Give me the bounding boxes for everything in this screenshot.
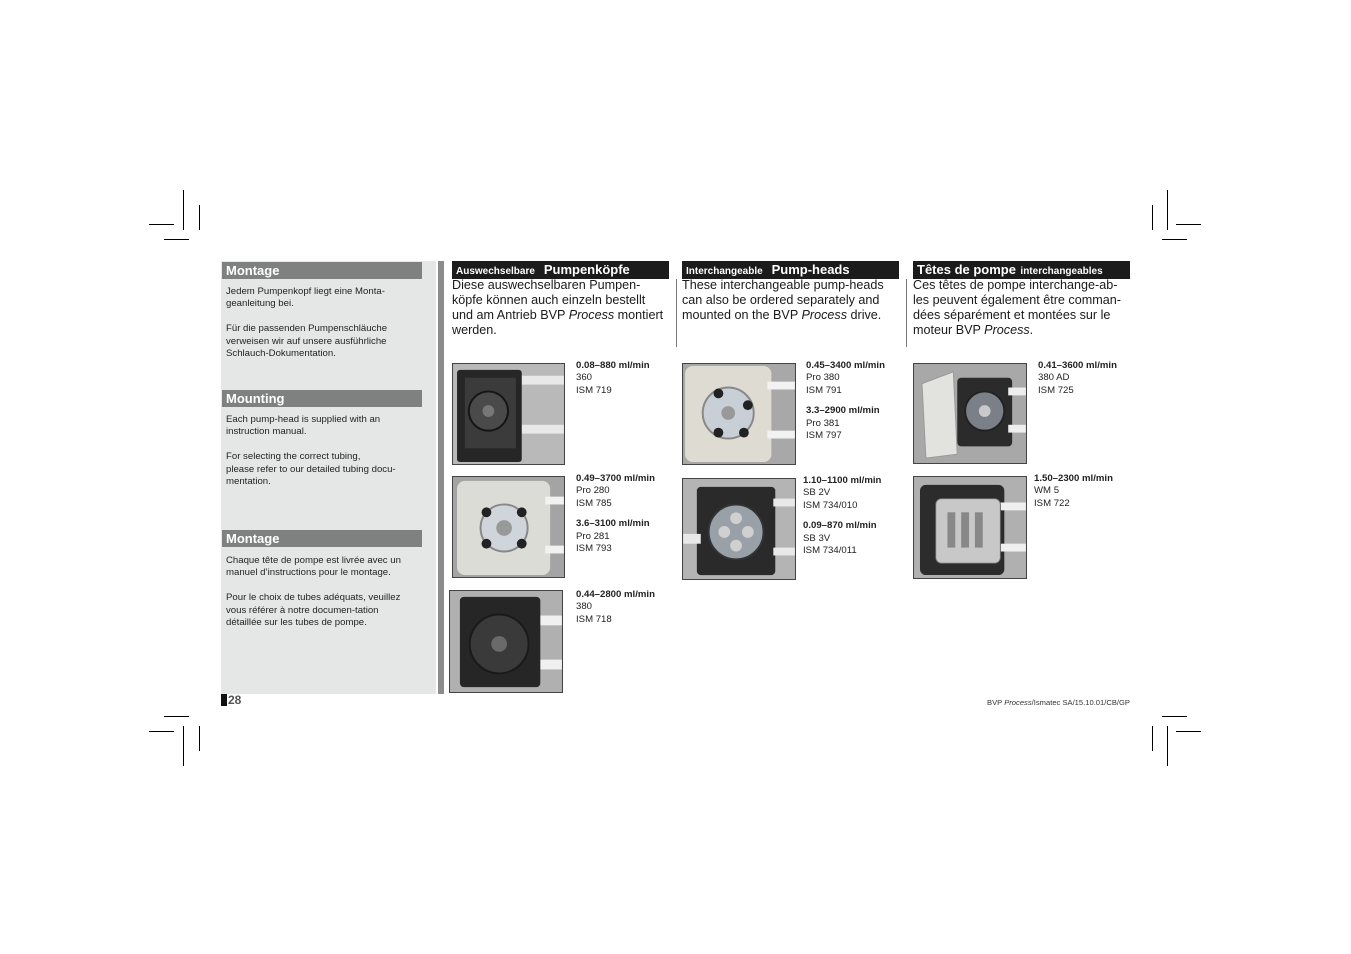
- model: SB 3V: [803, 532, 831, 544]
- text: Diese auswechselbaren Pumpen- köpfe können auch einzeln bestellt und am Antrieb BVP: [452, 278, 646, 322]
- crop-mark: [149, 224, 174, 225]
- text: These interchangeable pump-heads can also be ordered separately and mounted on the BVP: [682, 278, 884, 322]
- column-head-en: [682, 261, 899, 279]
- flow-rate: 0.45–3400 ml/min: [806, 360, 885, 371]
- flow-rate: 0.49–3700 ml/min: [576, 473, 655, 484]
- crop-mark: [199, 205, 200, 230]
- model: Pro 380: [806, 372, 840, 384]
- section-title-mounting-en: Mounting: [222, 390, 422, 407]
- part-number: ISM 797: [806, 430, 842, 442]
- model: Pro 280: [576, 485, 610, 497]
- footer-text: BVP: [987, 698, 1005, 707]
- crop-mark: [1167, 726, 1168, 766]
- crop-mark: [149, 731, 174, 732]
- sidebar-divider: [438, 261, 444, 694]
- product-caption: [576, 473, 655, 555]
- crop-mark: [1176, 731, 1201, 732]
- head-small: interchangeables: [1020, 266, 1103, 277]
- footer-italic: Process: [1004, 698, 1032, 707]
- flow-rate: 3.6–3100 ml/min: [576, 518, 650, 530]
- text: montiert werden.: [452, 308, 664, 337]
- crop-mark: [1162, 239, 1187, 240]
- paragraph: Each pump-head is supplied with an instruction manual.: [226, 414, 381, 438]
- product-caption: [576, 589, 655, 626]
- crop-mark: [183, 726, 184, 766]
- column-head-fr: [913, 261, 1130, 279]
- crop-mark: [199, 726, 200, 751]
- text: .: [1029, 323, 1034, 337]
- pump-head-clear-photo-2: [682, 363, 796, 465]
- model: Pro 281: [576, 530, 610, 542]
- pump-head-dark-icon: [453, 364, 564, 464]
- flow-rate: 0.09–870 ml/min: [803, 520, 877, 532]
- part-number: ISM 793: [576, 543, 612, 555]
- crop-mark: [164, 239, 189, 240]
- pump-head-tubing-cassette-icon: [914, 477, 1026, 578]
- paragraph: For selecting the correct tubing, please refer to our detailed tubing docu- mentation.: [226, 451, 396, 488]
- pump-head-clear-photo: [452, 476, 565, 578]
- model: SB 2V: [803, 487, 831, 499]
- product-caption: [1034, 473, 1113, 510]
- crop-mark: [183, 190, 184, 230]
- model: 380 AD: [1038, 372, 1070, 384]
- product-caption: [576, 360, 650, 397]
- column-head-de: [452, 261, 669, 279]
- crop-mark: [1152, 726, 1153, 751]
- section-text-mounting-en: [226, 414, 426, 501]
- product-caption: [806, 360, 885, 442]
- column-text-fr: [913, 278, 1135, 338]
- flow-rate: 0.08–880 ml/min: [576, 360, 650, 371]
- pump-head-multichannel-icon: [683, 479, 795, 579]
- crop-mark: [164, 716, 189, 717]
- page-marker: [221, 694, 227, 706]
- part-number: ISM 785: [576, 497, 612, 509]
- column-text-de: [452, 278, 674, 338]
- pump-head-dark-open-photo: [449, 590, 563, 693]
- model: 360: [576, 372, 593, 384]
- part-number: ISM 734/010: [803, 499, 858, 511]
- column-text-en: [682, 278, 904, 323]
- flow-rate: 1.10–1100 ml/min: [803, 475, 882, 486]
- pump-head-clear-icon: [683, 364, 795, 464]
- paragraph: Chaque tête de pompe est livrée avec un manuel d’instructions pour le montage.: [226, 555, 401, 579]
- head-big: Têtes de pompe: [917, 262, 1016, 277]
- head-big: Pump-heads: [771, 262, 850, 277]
- flow-rate: 1.50–2300 ml/min: [1034, 473, 1113, 484]
- model: Pro 381: [806, 417, 840, 429]
- crop-mark: [1176, 224, 1201, 225]
- model: WM 5: [1034, 485, 1060, 497]
- pump-head-clear-icon: [453, 477, 564, 577]
- column-divider: [906, 279, 907, 347]
- pump-head-hinged-cover-icon: [914, 364, 1026, 463]
- section-text-montage-fr: [226, 555, 426, 642]
- head-small: Interchangeable: [686, 266, 763, 277]
- section-title-montage-de: Montage: [222, 262, 422, 279]
- head-small: Auswechselbare: [456, 266, 535, 277]
- paragraph: Jedem Pumpenkopf liegt eine Monta- geanleitung bei.: [226, 286, 385, 310]
- head-big: Pumpenköpfe: [543, 262, 630, 277]
- flow-rate: 0.41–3600 ml/min: [1038, 360, 1117, 371]
- footer-reference: [987, 698, 1130, 707]
- product-caption: [803, 475, 881, 557]
- text: drive.: [847, 308, 882, 322]
- flow-rate: 3.3–2900 ml/min: [806, 405, 880, 417]
- part-number: ISM 719: [576, 384, 612, 396]
- paragraph: Für die passenden Pumpenschläuche verweisen wir auf unsere ausführliche Schlauch-Dokumentation.: [226, 323, 388, 360]
- crop-mark: [1167, 190, 1168, 230]
- part-number: ISM 722: [1034, 497, 1070, 509]
- crop-mark: [1162, 716, 1187, 717]
- crop-mark: [1152, 205, 1153, 230]
- part-number: ISM 725: [1038, 384, 1074, 396]
- paragraph: Pour le choix de tubes adéquats, veuillez vous référer à notre documen-tation détaillée sur les tubes de pompe.: [226, 592, 401, 629]
- section-title-montage-fr: Montage: [222, 530, 422, 547]
- product-caption: [1038, 360, 1117, 397]
- pump-head-hinged-cover-photo: [913, 363, 1027, 464]
- pump-head-tubing-cassette-photo: [913, 476, 1027, 579]
- pump-head-dark-photo: [452, 363, 565, 465]
- model: 380: [576, 601, 593, 613]
- text-italic: Process: [984, 323, 1030, 337]
- section-text-montage-de: [226, 286, 426, 373]
- text-italic: Process: [801, 308, 847, 322]
- column-divider: [676, 279, 677, 347]
- flow-rate: 0.44–2800 ml/min: [576, 589, 655, 600]
- part-number: ISM 718: [576, 613, 612, 625]
- text-italic: Process: [568, 308, 615, 322]
- page-number: [221, 693, 241, 707]
- page-number-text: 28: [228, 693, 242, 707]
- part-number: ISM 791: [806, 384, 842, 396]
- pump-head-multichannel-photo: [682, 478, 796, 580]
- text: Ces têtes de pompe interchange-ab- les peuvent également être comman- dées séparément et montées sur le moteur BVP: [913, 278, 1121, 337]
- footer-text: /Ismatec SA/15.10.01/CB/GP: [1031, 698, 1130, 707]
- part-number: ISM 734/011: [803, 545, 857, 557]
- pump-head-dark-open-icon: [450, 591, 562, 692]
